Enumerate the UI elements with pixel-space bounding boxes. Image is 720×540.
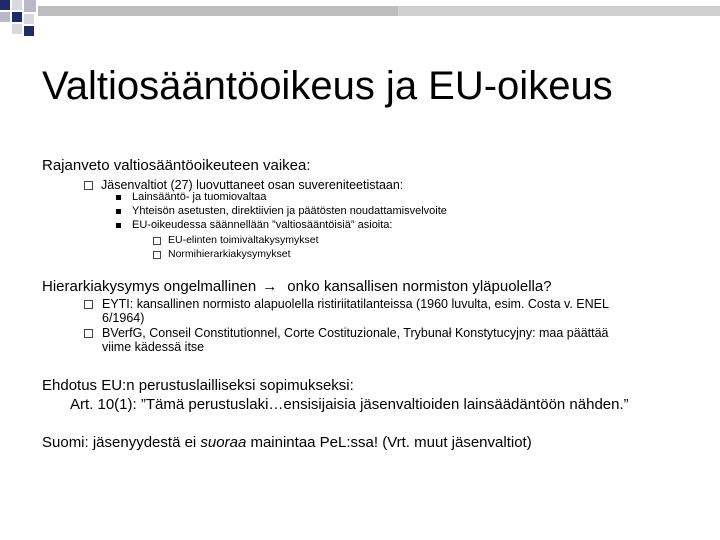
section1-subsubitem: EU-elinten toimivaltakysymykset bbox=[168, 234, 319, 246]
section2-item1-line2: 6/1964) bbox=[102, 311, 145, 325]
section2-item2-line1: BVerfG, Conseil Constitutionnel, Corte Costituzionale, Trybunał Konstytucyjny: maa päättää bbox=[102, 326, 609, 340]
section4-text-b: mainintaa PeL:ssa! (Vrt. muut jäsenvaltiot) bbox=[246, 434, 532, 451]
header-decoration bbox=[0, 0, 720, 40]
section1-subsubitem: Normihierarkiakysymykset bbox=[168, 248, 291, 260]
section3-line2: Art. 10(1): ”Tämä perustuslaki…ensisijaisia jäsenvaltioiden lainsäädäntöön nähden.” bbox=[70, 396, 629, 413]
section1-subitem: Yhteisön asetusten, direktiivien ja päätösten noudattamisvelvoite bbox=[132, 205, 447, 217]
section4-text-a: Suomi: jäsenyydestä ei bbox=[42, 434, 201, 451]
arrow-right-icon: → bbox=[262, 278, 278, 295]
section2-heading-a: Hierarkiakysymys ongelmallinen bbox=[42, 278, 257, 295]
slide-title: Valtiosääntöoikeus ja EU-oikeus bbox=[42, 64, 613, 108]
section4-text bbox=[42, 435, 532, 450]
section2-heading bbox=[42, 279, 552, 294]
bullet-square-icon bbox=[116, 223, 121, 228]
section2-item2-line2: viime kädessä itse bbox=[102, 340, 205, 354]
bullet-box-icon bbox=[153, 237, 161, 245]
section2-item1-line1: EYTI: kansallinen normisto alapuolella ristiriitatilanteissa (1960 luvulta, esim. Costa v. ENEL bbox=[102, 297, 609, 311]
bullet-square-icon bbox=[116, 195, 121, 200]
section2-heading-b: onko kansallisen normiston yläpuolella? bbox=[287, 278, 552, 295]
bullet-box-icon bbox=[153, 251, 161, 259]
bullet-box-icon bbox=[84, 181, 93, 190]
section1-heading: Rajanveto valtiosääntöoikeuteen vaikea: bbox=[42, 157, 311, 174]
section4-emphasis: suoraa bbox=[200, 434, 247, 451]
bullet-box-icon bbox=[84, 329, 93, 338]
bullet-box-icon bbox=[84, 300, 93, 309]
section1-subitem: Lainsääntö- ja tuomiovaltaa bbox=[132, 191, 267, 203]
section1-subitem: EU-oikeudessa säännellään ”valtiosääntöisiä” asioita: bbox=[132, 219, 393, 231]
bullet-square-icon bbox=[116, 209, 121, 214]
section3-line1: Ehdotus EU:n perustuslailliseksi sopimukseksi: bbox=[42, 377, 354, 394]
section1-item: Jäsenvaltiot (27) luovuttaneet osan suvereniteetistaan: bbox=[101, 178, 404, 192]
